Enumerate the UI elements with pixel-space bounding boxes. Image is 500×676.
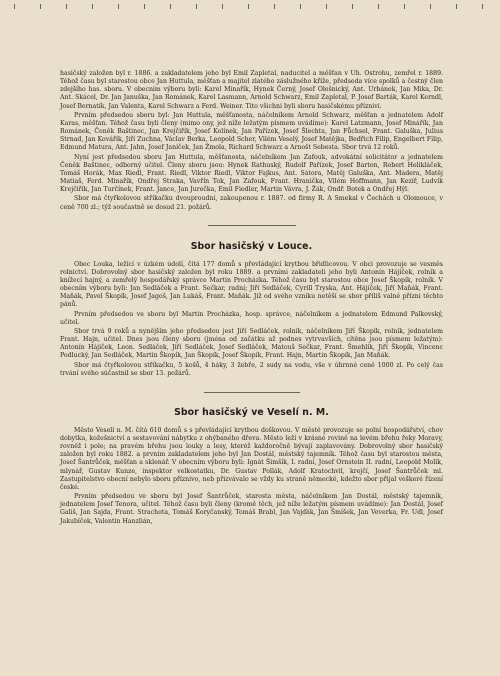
section-divider xyxy=(208,225,296,226)
section-louka xyxy=(60,241,443,378)
paragraph: Nyní jest předsedou sboru Jan Huttula, měšťanosta, náčelníkem Jan Zafouk, advokátní solicitátor a jednatelem Čeněk Baštinec, odborný učitel. Členy sboru jsou: Hynek Rathuský, Rudolf Pařízek, Josef Barton, Robert Helikláček, Tomáš Horák, Max Riedl, Frant. Riedl, Viktor Riedl, Viktor Fajkus, Ant. Sátora, Matěj Galuška, Ant. Madera, Matěj Matiaš, Ferd. Minařík, Ondřej Straka, Vavřín Tok, Jan Zafouk, Frant. Hranička, Vilém Hoffmann, Jan Kezíř, Ludvík Krejčiřík, Jan Turčínek, Frant. Jance, Jan Jurečka, Emil Fiedler, Martin Vávra, J. Žák, Ondř. Botek a Ondřej Hýl. xyxy=(60,153,443,194)
section-divider xyxy=(204,392,300,393)
paragraph: Sbor trvá 9 roků a nynějším jeho předsedou jest Jiří Sedláček, rolník, náčelníkem Jiří Škopík, rolník, jednatelem Frant. Hajn, učitel. Dnes jsou členy sboru (jména od začátku až podnes vytrvavších, cítěna jsou písmem ležatým): Antonín Hájíček, Leon. Sedláček, Jiří Sedláček, Josef Sedláček, Matouš Sečkar, Frant. Šmehlík, Jiří Škopík, Vincenc Podlucký, Jan Sedláček, Martin Škopík, Jan Škopík, Josef Škopík, Frant. Hajn, Martin Škopík, Jan Maňák. xyxy=(60,327,443,360)
paragraph: Sbor má čtyřkolovou stříkačku dvouproudní, zakoupenou r. 1887. od firmy R. A Smekal v Čechách u Olomouce, v ceně 700 zl.; týž součastně se dosud 21. požárů. xyxy=(60,195,443,211)
paragraph: Obec Louka, ležící v úzkém údolí, čítá 177 domů s převládající krytbou břidlicovou. V obci provozuje se vesměs rolnictví. Dobrovolný sbor hasičský založen byl roku 1889. a prvními zakladateli jeho byli Antonín Hájíček, rolník a knížecí hajný, a zemřelý hospodářský správce Martin Procházka. Téhož času byl starostou obce Josef Škopík, rolník. V obecním výboru byli: Jan Sedláček a Frant. Sečkar, radní; Jiří Sedláček, Cyrill Tryska, Ant. Hájíček, Jiří Maňák, Frant. Maňák, Pavel Škopík, Josef Jagoš, Jan Lukáš, Frant. Maňák. Již od svého vzniku netěší se sbor příliš valné přízni těchto pánů. xyxy=(60,260,443,309)
paragraph: Sbor má čtyřkolovou stříkačku, 5 košů, 4 háky, 3 žebře, 2 sudy na vodu, vše v úhrnné ceně 1000 zl. Po celý čas trvání svého súčastnil se sbor 13. požárů. xyxy=(60,361,443,377)
top-scale-marks xyxy=(0,4,500,10)
paragraph: Prvním předsedou sboru byl: Jan Huttula, měšťanosta, náčelníkem Arnold Schwarz, měšťan a jednatelem Adolf Karas, měšťan. Téhož času byli členy (mimo ony, jež níže ležatým písmem uvádíme): Karel Latzmann, Josef Minářík, Jan Románek, Čeněk Baštinec, Jan Krejčiřík, Josef Kolínek, Jan Pařízek, Josef Šlechta, Jan Fůchsel, Frant. Galuška, Julius Strnad, Jan Kovářík, Jiří Zuchna, Václav Berka, Leopold Scher, Vilém Veselý, Josef Matějka, Bedřich Filip, Engelbert Filip, Edmund Matura, Ant. Jahn, Josef Janíček, Jan Žmola, Richard Schwarz a Arnošt Sebesta. Sbor trvá 12 roků. xyxy=(60,111,443,152)
section-heading: Sbor hasičský v Louce. xyxy=(190,240,313,252)
paragraph: Město Veselí n. M. čítá 610 domů s s převládající krytbou doškovou. V městě provozuje se polní hospodářství, chov dobytka, kožešnictví a sestavování nábytku z ohýbaného dřeva. Město leží v krásné rovině na levém břehu řeky Moravy, rovněž i pole; na pravém břehu jsou louky a lesy, kteréž každoročně bývají zaplavovány. Dobrovolný sbor hasičský založen byl roku 1882. a prvním zakladatelem jeho byl Jan Dostál, městský tajemník. Téhož času byl starostou města, Josef Šantrůček, měšťan a sklenář. V obecním výboru byli: Ignát Šimšík, I. radní, Josef Ornstein II. radní, Leopold Molík, mlynář, Gustav Kunze, inspektor velkostatku, Dr. Gustav Pollák, Adolf Kratochvil, krejčí, Josef Šantrůček ml. Zastupitelstvo obecní nebylo sboru příznivo, neb přizvávalo se vždy ku straně německé, kdežto sbor přijal veškeré řízení české. xyxy=(60,426,443,491)
paragraph: Prvním předsedou ve sboru byl Martin Procházka, hosp. správce, náčelníkem a jednatelem Edmund Palkovský, učitel. xyxy=(60,310,443,326)
text-column xyxy=(60,70,443,527)
paragraph: hasičský založen byl r. 1886. a zakladatelem jeho byl Emil Zapletal, naducitel a měšťan v Uh. Ostrohu, zemřel r. 1889. Téhož času byl starostou obce Jan Huttula, měšťan a majitel zlatého záslužného kříže, předseda více spolků a čestný člen zdejšího has. sboru. V obecním výboru byli: Karel Minařík, Hynek Černý, Josef Olešnický, Ant. Urbánek, Jan Mika, Dr. Ant. Skácel, Dr. Jan Januška, Jan Románek, Karel Lasmann, Arnold Schwarz, Emil Zapletal, P. Josef Barták, Karel Kerndl, Josef Bernatík, Jan Valenta, Karel Schwarz a Ferd. Weiner. Tito všichni byli sboru hasičskému příznivi. xyxy=(60,70,443,110)
section-heading: Sbor hasičský ve Veselí n. M. xyxy=(174,406,329,418)
section-veseli xyxy=(60,407,443,526)
section-continuation xyxy=(60,70,443,212)
paragraph: Prvním předsedou ve sboru byl Josef Šantrůček, starosta města, náčelníkem Jan Dostál, městský tajemník, jednatelem Josef Tenora, učitel. Téhož času byli členy (kromě těch, jež níže ležatým písmem uvádíme): Jan Dostál, Josef Gališ, Jan Sajda, Frant. Strachota, Tomáš Koryčanský, Tomáš Brabl, Jan Vajďák, Jan Šmíšek, Jan Veverka, Fr. Udl, Josef Jakubíček, Valentin Hanzlián, xyxy=(60,493,443,525)
